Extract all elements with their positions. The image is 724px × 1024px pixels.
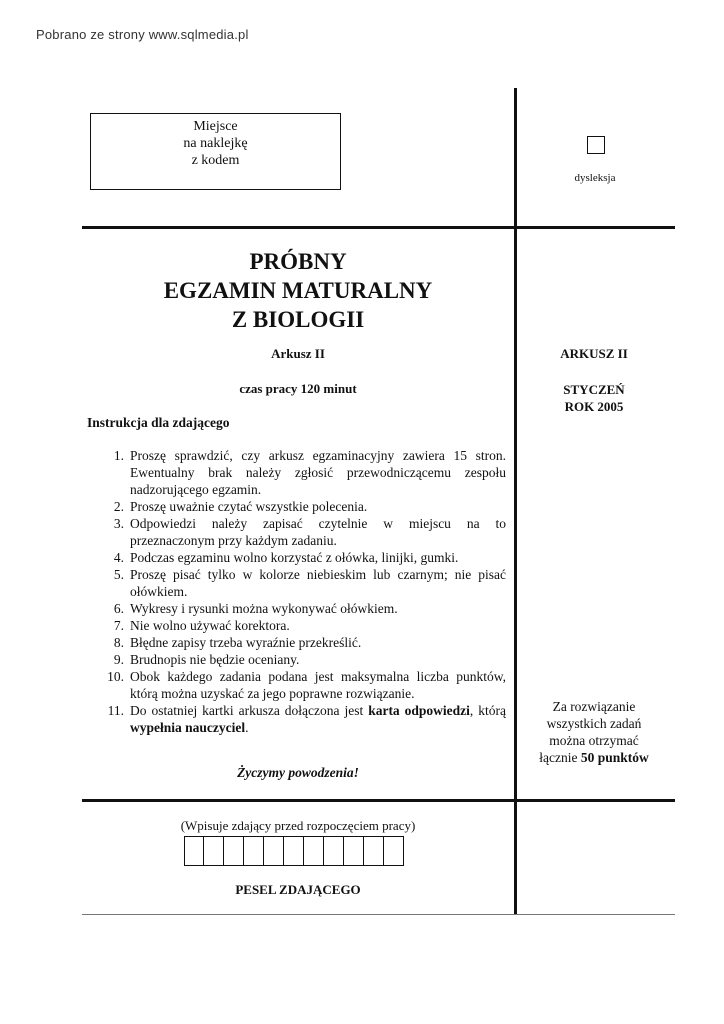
instruction-item [98,617,506,634]
instruction-item [98,651,506,668]
bottom-divider [82,914,675,915]
middle-divider [82,799,675,802]
instruction-text: Obok każdego zadania podana jest maksymalna liczba punktów, którą można uzyskać za jego poprawne rozwiązanie. [130,669,506,701]
instruction-text: Podczas egzaminu wolno korzystać z ołówka, linijki, gumki. [130,550,459,565]
instruction-number: 7. [113,618,124,633]
dysleksja-checkbox[interactable] [587,136,605,154]
dysleksja-label: dysleksja [574,172,616,184]
instruction-text: Wykresy i rysunki można wykonywać ołówkiem. [130,601,398,616]
instruction-number: 6. [113,601,124,616]
title-line: PRÓBNY [249,249,347,274]
points-line: można otrzymać [549,733,639,748]
points-info [527,698,661,766]
instruction-text: , którą [469,703,506,718]
title-line: Z BIOLOGII [231,307,365,332]
title-line: EGZAMIN MATURALNY [163,278,433,303]
pesel-digit-cell[interactable] [344,836,364,866]
sticker-line: na naklejkę [183,136,248,151]
pesel-digit-cell[interactable] [184,836,204,866]
pesel-digit-cell[interactable] [224,836,244,866]
instruction-text: Błędne zapisy trzeba wyraźnie przekreślić. [130,635,362,650]
instruction-text: Brudnopis nie będzie oceniany. [130,652,300,667]
instruction-number: 9. [113,652,124,667]
instruction-number: 10. [107,669,124,684]
exam-date [527,381,661,415]
sticker-line: z kodem [191,153,240,168]
pesel-digit-cell[interactable] [384,836,404,866]
good-luck-text: Życzymy powodzenia! [237,765,359,780]
instruction-item [98,600,506,617]
points-line: Za rozwiązanie [552,699,636,714]
instruction-item [98,498,506,515]
instruction-emphasis: karta odpowiedzi [368,703,470,718]
instructions-heading: Instrukcja dla zdającego [87,415,230,430]
instruction-text: Proszę uważnie czytać wszystkie polecenia. [130,499,368,514]
exam-title [82,247,514,334]
instruction-text: Odpowiedzi należy zapisać czytelnie w miejscu na to przeznaczonym przy każdym zadaniu. [130,516,506,548]
instruction-number: 2. [113,499,124,514]
pesel-input-grid[interactable] [184,836,404,866]
instruction-item [98,702,506,736]
top-divider [82,226,675,229]
sticker-area [90,113,341,190]
instruction-text: Proszę sprawdzić, czy arkusz egzaminacyjny zawiera 15 stron. Ewentualny brak należy zgłosić przewodniczącemu zespołu nadzorującego egzamin. [130,448,506,497]
sticker-line: Miejsce [193,119,238,134]
instruction-emphasis: wypełnia nauczyciel [130,720,246,735]
instruction-item [98,566,506,600]
points-value: 50 punktów [580,750,649,765]
instruction-number: 1. [113,448,124,463]
instruction-number: 11. [107,703,124,718]
instructions-list [98,447,506,736]
pesel-digit-cell[interactable] [364,836,384,866]
pesel-label: PESEL ZDAJĄCEGO [235,882,361,897]
instruction-text: Do ostatniej kartki arkusza dołączona jest [130,703,369,718]
instruction-text: Proszę pisać tylko w kolorze niebieskim lub czarnym; nie pisać ołówkiem. [130,567,506,599]
source-note: Pobrano ze strony www.sqlmedia.pl [36,27,249,42]
instruction-item [98,634,506,651]
pesel-digit-cell[interactable] [264,836,284,866]
pesel-digit-cell[interactable] [284,836,304,866]
instruction-item [98,549,506,566]
exam-month: STYCZEŃ [563,382,625,397]
instruction-item [98,447,506,498]
points-total [527,749,661,766]
points-prefix: łącznie [539,750,581,765]
instruction-number: 3. [113,516,124,531]
right-arkusz-label: ARKUSZ II [560,346,628,361]
pesel-note: (Wpisuje zdający przed rozpoczęciem pracy) [180,818,416,833]
pesel-digit-cell[interactable] [304,836,324,866]
vertical-divider [514,88,517,915]
instruction-number: 4. [113,550,124,565]
instruction-number: 8. [113,635,124,650]
pesel-digit-cell[interactable] [204,836,224,866]
pesel-digit-cell[interactable] [244,836,264,866]
arkusz-label: Arkusz II [271,346,325,361]
instruction-text: Nie wolno używać korektora. [130,618,290,633]
instruction-text: . [245,720,249,735]
exam-year: ROK 2005 [564,399,624,414]
points-line: wszystkich zadań [546,716,642,731]
instruction-item [98,668,506,702]
instruction-number: 5. [113,567,124,582]
time-label: czas pracy 120 minut [239,381,357,396]
pesel-digit-cell[interactable] [324,836,344,866]
instruction-item [98,515,506,549]
